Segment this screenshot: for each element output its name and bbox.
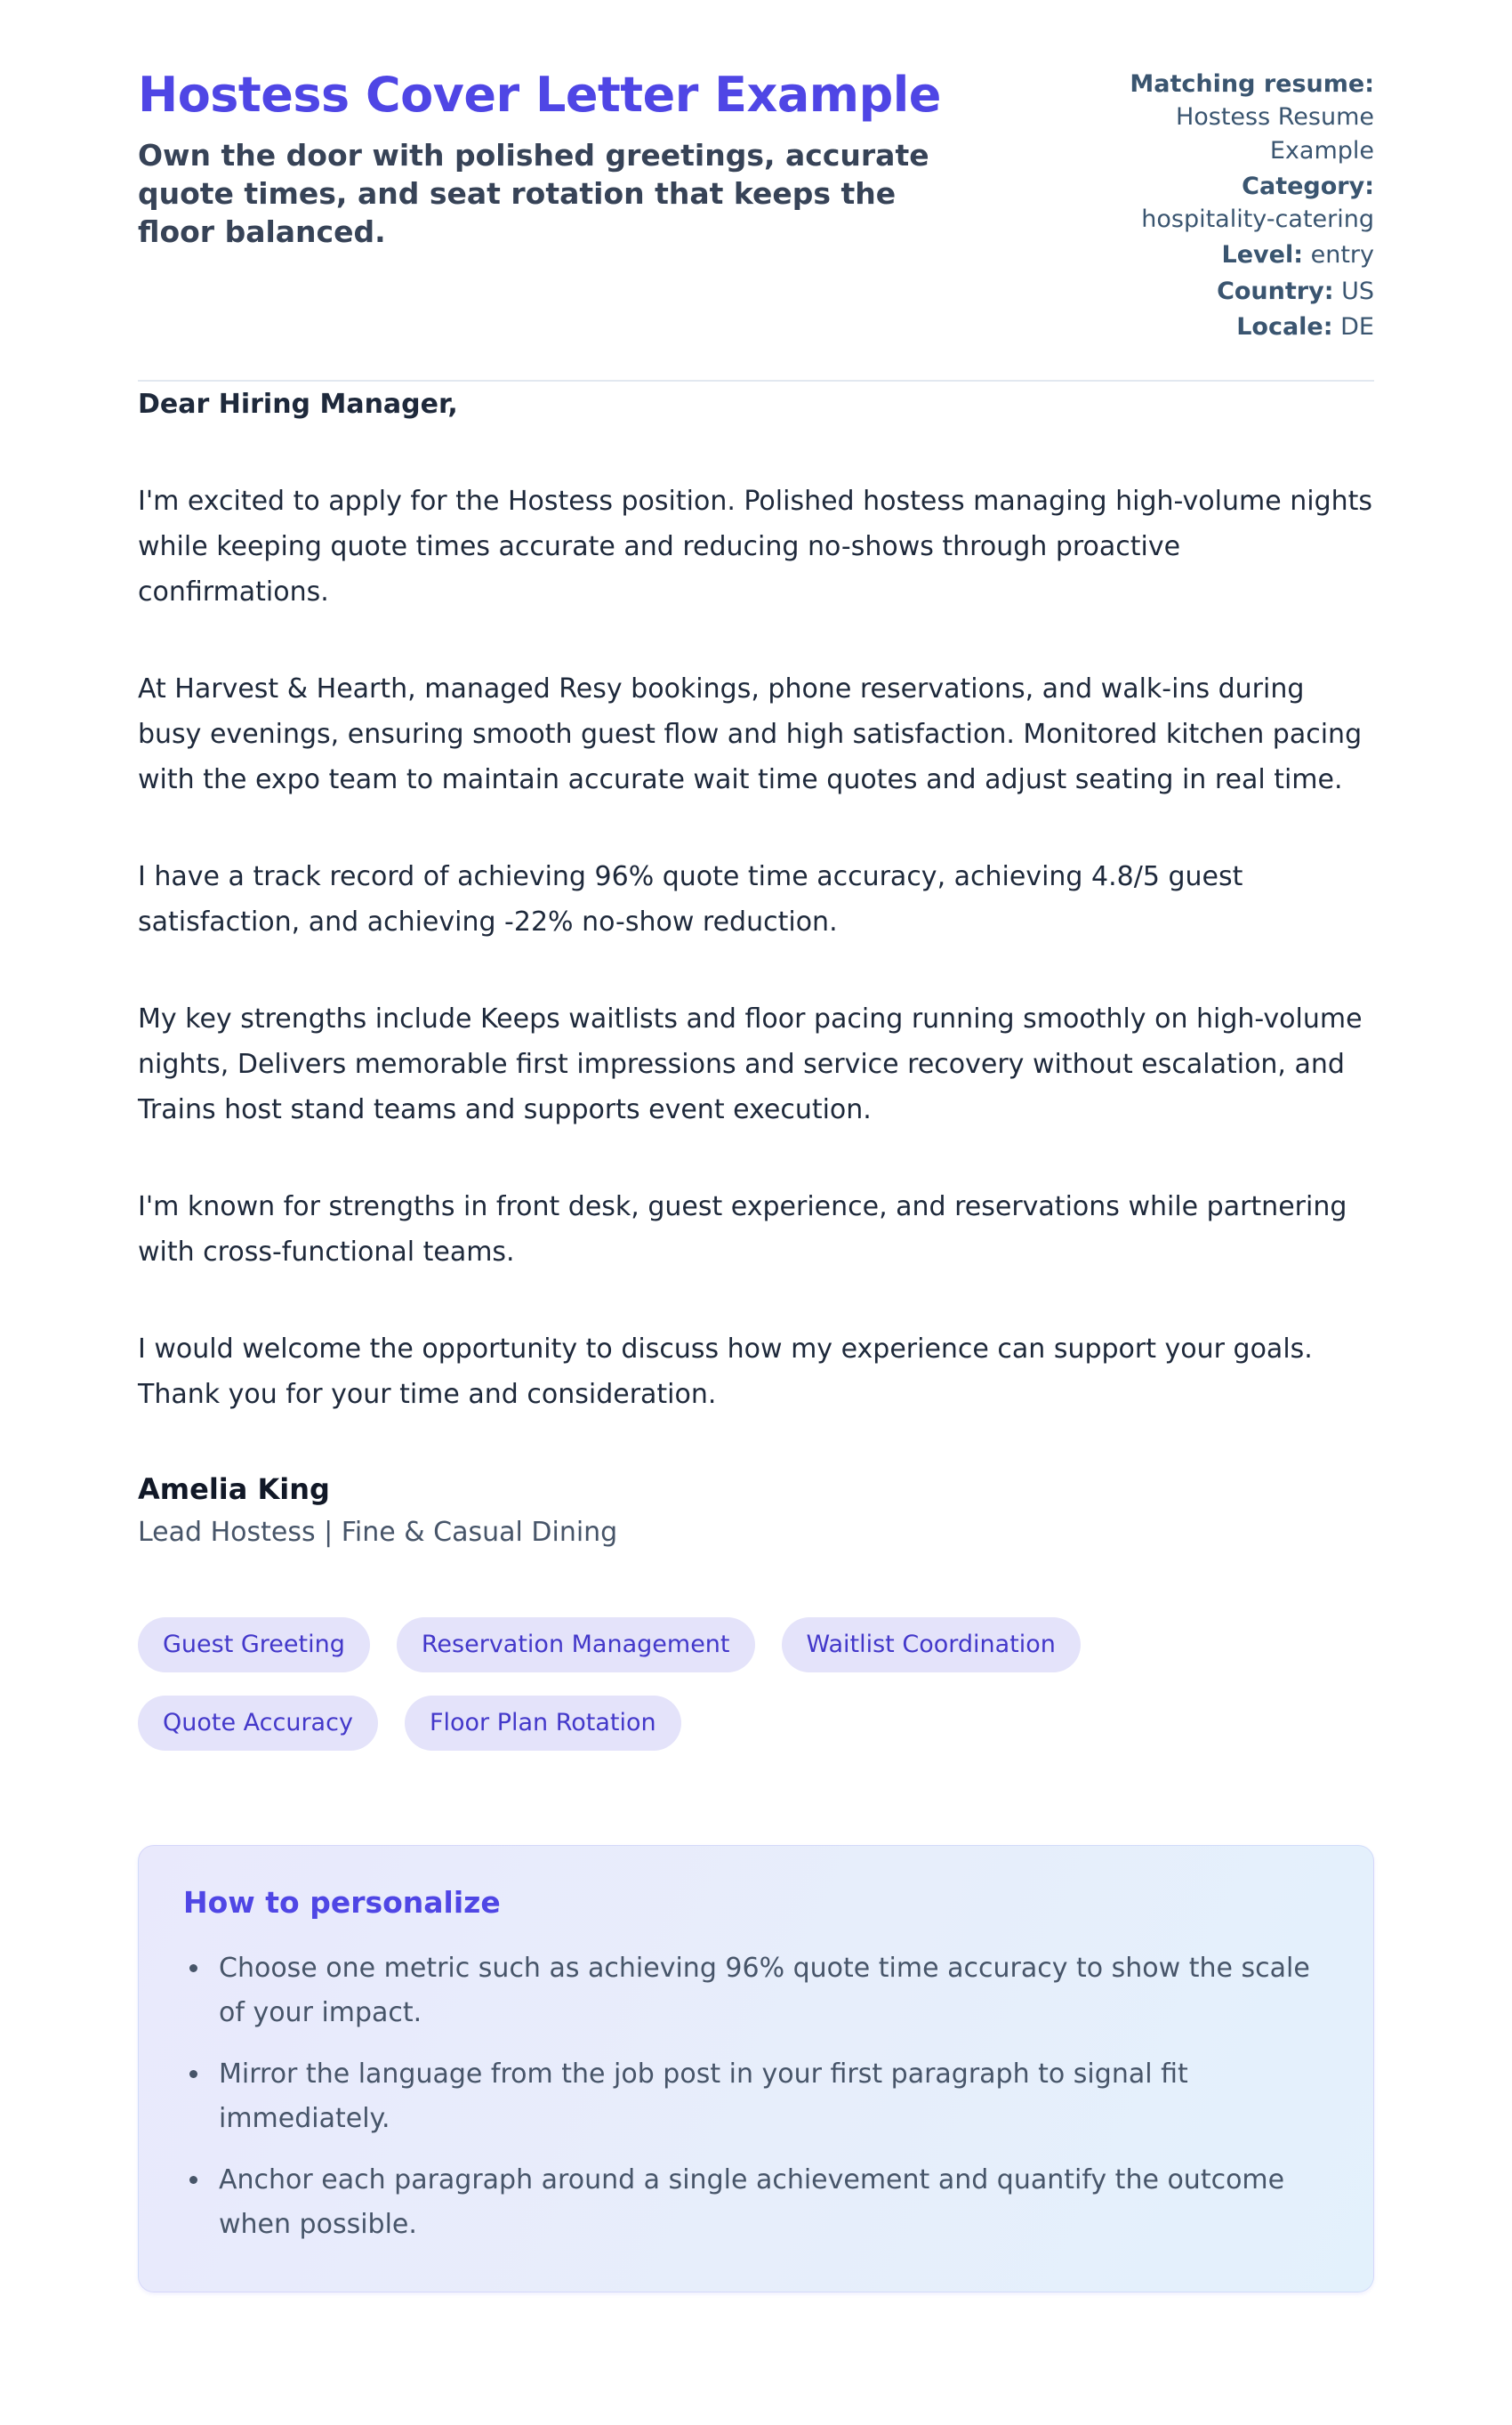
tip-item: • Mirror the language from the job post in your first paragraph to signal fit immediately. (212, 2052, 1329, 2142)
paragraph-intro: I'm excited to apply for the Hostess position. Polished hostess managing high-volume nights while keeping quote times accurate and reducing no-shows through proactive confirmations. (138, 486, 1373, 608)
meta-row-level (1121, 238, 1374, 271)
meta-label: Country: (1217, 277, 1334, 305)
meta-value: entry (1310, 241, 1374, 270)
meta-label: Category: (1242, 172, 1374, 200)
meta-label: Locale: (1236, 312, 1333, 341)
paragraph-experience: At Harvest & Hearth, managed Resy bookings, phone reservations, and walk-ins during busy evenings, ensuring smooth guest flow and high satisfaction. Monitored kitchen pacing with the expo team to maintain accurate wait time quotes and adjust seating in real time. (138, 673, 1363, 795)
meta-row-category (1121, 170, 1374, 237)
personalize-card (138, 1845, 1374, 2292)
meta-value: US (1341, 277, 1374, 305)
tag-pill-floor-plan-rotation: Floor Plan Rotation (405, 1696, 681, 1751)
skill-tags (138, 1617, 1205, 1751)
paragraph-known-for: I'm known for strengths in front desk, guest experience, and reservations while partnering with cross-functional teams. (138, 1191, 1347, 1268)
tip-item: • Anchor each paragraph around a single achievement and quantify the outcome when possible. (212, 2158, 1329, 2248)
meta-label: Matching resume: (1130, 70, 1374, 98)
paragraph-closing: I would welcome the opportunity to discuss how my experience can support your goals. Thank you for your time and consideration. (138, 1333, 1313, 1410)
page-header (138, 68, 1374, 346)
paragraph-strengths: My key strengths include Keeps waitlists and floor pacing running smoothly on high-volume nights, Delivers memorable first impressions and service recovery without escalation, and Trains host stand teams and supports event execution. (138, 1003, 1363, 1125)
tag-pill-reservation-management: Reservation Management (397, 1617, 755, 1672)
tag-pill-waitlist-coordination: Waitlist Coordination (782, 1617, 1081, 1672)
meta-value: Hostess Resume Example (1175, 103, 1374, 165)
page-title: Hostess Cover Letter Example (138, 67, 941, 123)
tip-item: • Choose one metric such as achieving 96% quote time accuracy to show the scale of your impact. (212, 1946, 1329, 2036)
meta-row-locale (1121, 310, 1374, 343)
meta-value: hospitality-catering (1141, 205, 1374, 233)
personalize-title: How to personalize (183, 1885, 501, 1920)
meta-value: DE (1340, 312, 1374, 341)
meta-row-country (1121, 275, 1374, 308)
signature-block (138, 1472, 1374, 1548)
cover-letter-body (138, 382, 1374, 1417)
meta-panel (1121, 68, 1374, 346)
page-subtitle: Own the door with polished greetings, accurate quote times, and seat rotation that keeps the floor balanced. (138, 138, 929, 249)
paragraph-track-record: I have a track record of achieving 96% quote time accuracy, achieving 4.8/5 guest satisfaction, and achieving -22% no-show reduction. (138, 861, 1243, 938)
tag-pill-quote-accuracy: Quote Accuracy (138, 1696, 378, 1751)
greeting: Dear Hiring Manager, (138, 389, 458, 420)
tag-pill-guest-greeting: Guest Greeting (138, 1617, 370, 1672)
meta-label: Level: (1221, 241, 1304, 270)
meta-row-matching-resume (1121, 68, 1374, 167)
signature-role: Lead Hostess | Fine & Casual Dining (138, 1517, 618, 1548)
personalize-tip-list (183, 1946, 1329, 2247)
header-titles (138, 68, 956, 252)
signature-name: Amelia King (138, 1472, 330, 1506)
